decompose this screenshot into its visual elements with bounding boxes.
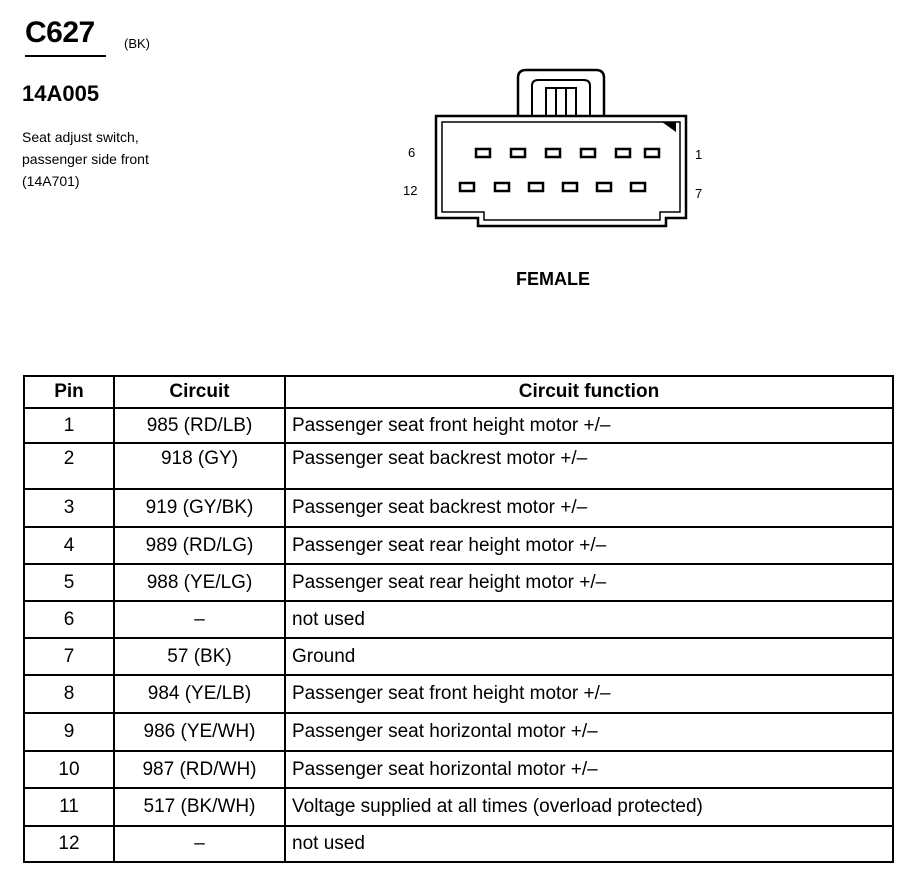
cell-circuit: – — [114, 601, 285, 638]
cell-function: Passenger seat horizontal motor +/– — [285, 713, 893, 751]
cell-pin: 11 — [24, 788, 114, 826]
cell-function: Passenger seat rear height motor +/– — [285, 564, 893, 601]
cell-pin: 2 — [24, 443, 114, 489]
cell-circuit: 987 (RD/WH) — [114, 751, 285, 788]
pin-table — [23, 375, 894, 863]
connector-gender-label: FEMALE — [516, 269, 590, 289]
table-row — [24, 527, 893, 564]
cell-function: Passenger seat horizontal motor +/– — [285, 751, 893, 788]
connector-id: C627 — [25, 16, 95, 49]
table-row — [24, 601, 893, 638]
cell-pin: 6 — [24, 601, 114, 638]
cell-circuit: 984 (YE/LB) — [114, 675, 285, 713]
cell-pin: 9 — [24, 713, 114, 751]
cell-pin: 4 — [24, 527, 114, 564]
cell-function: Voltage supplied at all times (overload protected) — [285, 788, 893, 826]
cell-circuit: 989 (RD/LG) — [114, 527, 285, 564]
header-circuit: Circuit — [114, 376, 285, 408]
cell-circuit: 985 (RD/LB) — [114, 408, 285, 443]
cell-function: Passenger seat backrest motor +/– — [285, 443, 893, 489]
cell-circuit: 57 (BK) — [114, 638, 285, 675]
connector-id-underline — [25, 55, 106, 57]
cell-pin: 7 — [24, 638, 114, 675]
pin-label-12: 12 — [403, 183, 418, 198]
cell-circuit: 517 (BK/WH) — [114, 788, 285, 826]
cell-circuit: 988 (YE/LG) — [114, 564, 285, 601]
description-line: passenger side front — [22, 151, 149, 167]
cell-pin: 8 — [24, 675, 114, 713]
cell-function: Ground — [285, 638, 893, 675]
cell-pin: 10 — [24, 751, 114, 788]
table-row — [24, 788, 893, 826]
cell-pin: 12 — [24, 826, 114, 862]
table-row — [24, 826, 893, 862]
table-row — [24, 408, 893, 443]
cell-function: Passenger seat backrest motor +/– — [285, 489, 893, 527]
connector-diagram — [400, 60, 703, 230]
table-row — [24, 751, 893, 788]
table-row — [24, 675, 893, 713]
cell-function: not used — [285, 601, 893, 638]
cell-function: not used — [285, 826, 893, 862]
table-row — [24, 443, 893, 489]
table-row — [24, 564, 893, 601]
cell-circuit: 986 (YE/WH) — [114, 713, 285, 751]
pin-label-6: 6 — [408, 145, 416, 160]
cell-function: Passenger seat front height motor +/– — [285, 408, 893, 443]
cell-circuit: 919 (GY/BK) — [114, 489, 285, 527]
cell-pin: 5 — [24, 564, 114, 601]
description-line: Seat adjust switch, — [22, 129, 139, 145]
cell-pin: 3 — [24, 489, 114, 527]
pin-label-7: 7 — [695, 186, 703, 201]
cell-pin: 1 — [24, 408, 114, 443]
part-number: 14A005 — [22, 81, 100, 106]
description-line: (14A701) — [22, 173, 80, 189]
pin-label-1: 1 — [695, 147, 703, 162]
cell-function: Passenger seat rear height motor +/– — [285, 527, 893, 564]
cell-circuit: 918 (GY) — [114, 443, 285, 489]
table-row — [24, 638, 893, 675]
table-header-row — [24, 376, 893, 408]
cell-function: Passenger seat front height motor +/– — [285, 675, 893, 713]
table-row — [24, 713, 893, 751]
header-pin: Pin — [24, 376, 114, 408]
cell-circuit: – — [114, 826, 285, 862]
connector-color-code: (BK) — [124, 36, 150, 51]
table-row — [24, 489, 893, 527]
header-circuit-function: Circuit function — [285, 376, 893, 408]
